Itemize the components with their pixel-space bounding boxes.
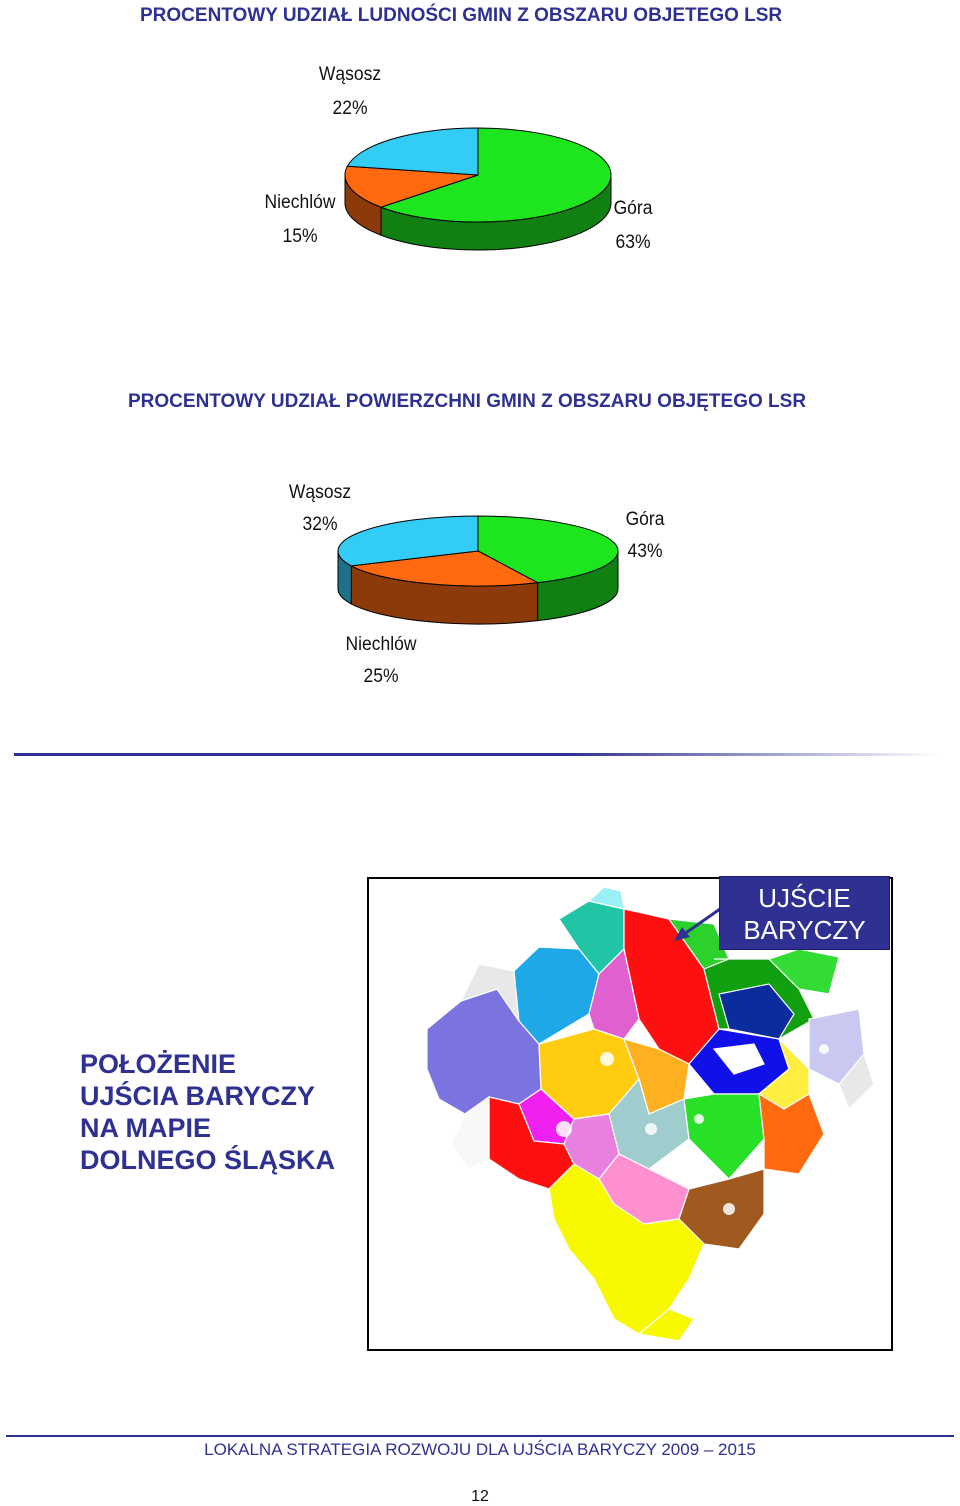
- chart2-label-gora-value: 43%: [627, 541, 663, 562]
- callout-line-2: BARYCZY: [743, 915, 866, 945]
- ujscie-baryczy-callout: [719, 876, 890, 950]
- chart1-label-wasosz-name: Wąsosz: [318, 64, 382, 85]
- chart2-label-niechlow-name: Niechlów: [345, 634, 417, 655]
- chart2-title: PROCENTOWY UDZIAŁ POWIERZCHNI GMIN Z OBSZARU OBJĘTEGO LSR: [128, 391, 807, 412]
- map-caption-line-3: NA MAPIE: [80, 1113, 212, 1143]
- callout-line-1: UJŚCIE: [758, 883, 851, 913]
- page-number: 12: [471, 1488, 489, 1505]
- map-caption-line-1: POŁOŻENIE: [80, 1049, 237, 1079]
- chart1-label-niechlow-name: Niechlów: [264, 192, 336, 213]
- chart1-label-gora-value: 63%: [615, 232, 651, 253]
- separator-rule: [0, 752, 960, 758]
- chart2-label-wasosz-value: 32%: [302, 514, 338, 535]
- map-caption-line-4: DOLNEGO ŚLĄSKA: [80, 1145, 336, 1175]
- chart1-label-gora-name: Góra: [613, 198, 653, 219]
- chart2-label-niechlow-value: 25%: [363, 666, 399, 687]
- chart1-label-niechlow-value: 15%: [282, 226, 318, 247]
- chart2-pie: [0, 0, 960, 700]
- map-caption: [80, 1048, 335, 1176]
- footer-rule: [0, 1434, 960, 1438]
- chart2-label-gora-name: Góra: [625, 509, 665, 530]
- chart2-label-wasosz-name: Wąsosz: [288, 482, 352, 503]
- chart1-label-wasosz-value: 22%: [332, 98, 368, 119]
- chart1-title: PROCENTOWY UDZIAŁ LUDNOŚCI GMIN Z OBSZARU OBJETEGO LSR: [140, 5, 783, 26]
- map-caption-line-2: UJŚCIA BARYCZY: [80, 1081, 316, 1111]
- footer-text: LOKALNA STRATEGIA ROZWOJU DLA UJŚCIA BARYCZY 2009 – 2015: [204, 1440, 756, 1459]
